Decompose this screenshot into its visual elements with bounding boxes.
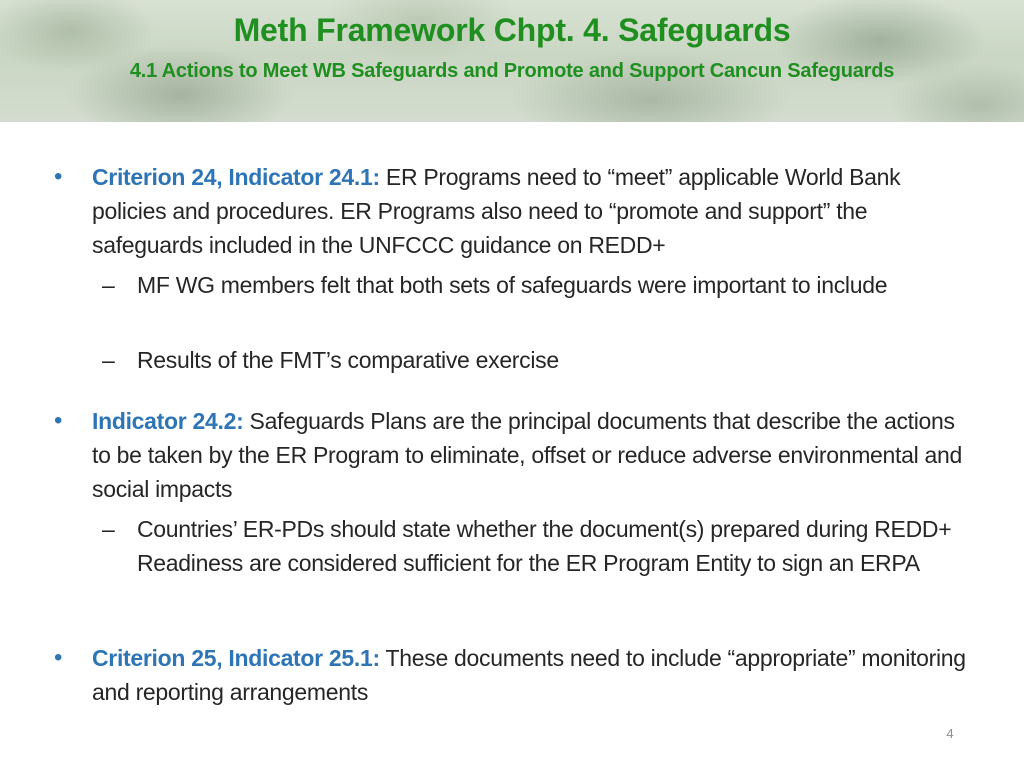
- bullet-text: [92, 160, 972, 262]
- bullet-body: These documents need to include “appropriate” monitoring and reporting arrangements: [92, 645, 966, 705]
- bullet-dot-icon: •: [54, 407, 63, 434]
- dash-icon: –: [102, 272, 115, 298]
- slide-subtitle: 4.1 Actions to Meet WB Safeguards and Promote and Support Cancun Safeguards: [129, 60, 895, 82]
- bullet-label: Criterion 25, Indicator 25.1:: [92, 645, 380, 671]
- dash-icon: –: [102, 347, 115, 373]
- bullet-label: Criterion 24, Indicator 24.1:: [92, 164, 380, 190]
- sub-bullet-text: MF WG members felt that both sets of safeguards were important to include: [137, 272, 888, 298]
- bullet-text: [92, 404, 972, 506]
- sub-bullet-item: [102, 512, 972, 614]
- bullet-item: [54, 404, 974, 506]
- bullet-item: [54, 641, 974, 709]
- bullet-text: [92, 641, 972, 709]
- sub-bullet-item: [102, 268, 972, 336]
- page-number: 4: [946, 726, 954, 741]
- sub-bullet-text: Results of the FMT’s comparative exercise: [137, 347, 559, 373]
- bullet-item: [54, 160, 974, 262]
- bullet-dot-icon: •: [54, 163, 63, 190]
- bullet-body: Safeguards Plans are the principal documents that describe the actions to be taken by the ER Program to eliminate, offset or reduce adverse environmental and social impacts: [92, 408, 962, 502]
- bullet-dot-icon: •: [54, 644, 63, 671]
- slide-title: Meth Framework Chpt. 4. Safeguards: [233, 12, 791, 48]
- sub-bullet-text: Countries’ ER-PDs should state whether the document(s) prepared during REDD+ Readiness are considered sufficient for the ER Program Entity to sign an ERPA: [137, 516, 952, 576]
- dash-icon: –: [102, 516, 115, 542]
- sub-bullet-item: [102, 343, 972, 377]
- bullet-body: ER Programs need to “meet” applicable World Bank policies and procedures. ER Programs also need to “promote and support” the safeguards included in the UNFCCC guidance on REDD+: [92, 164, 901, 258]
- bullet-label: Indicator 24.2:: [92, 408, 244, 434]
